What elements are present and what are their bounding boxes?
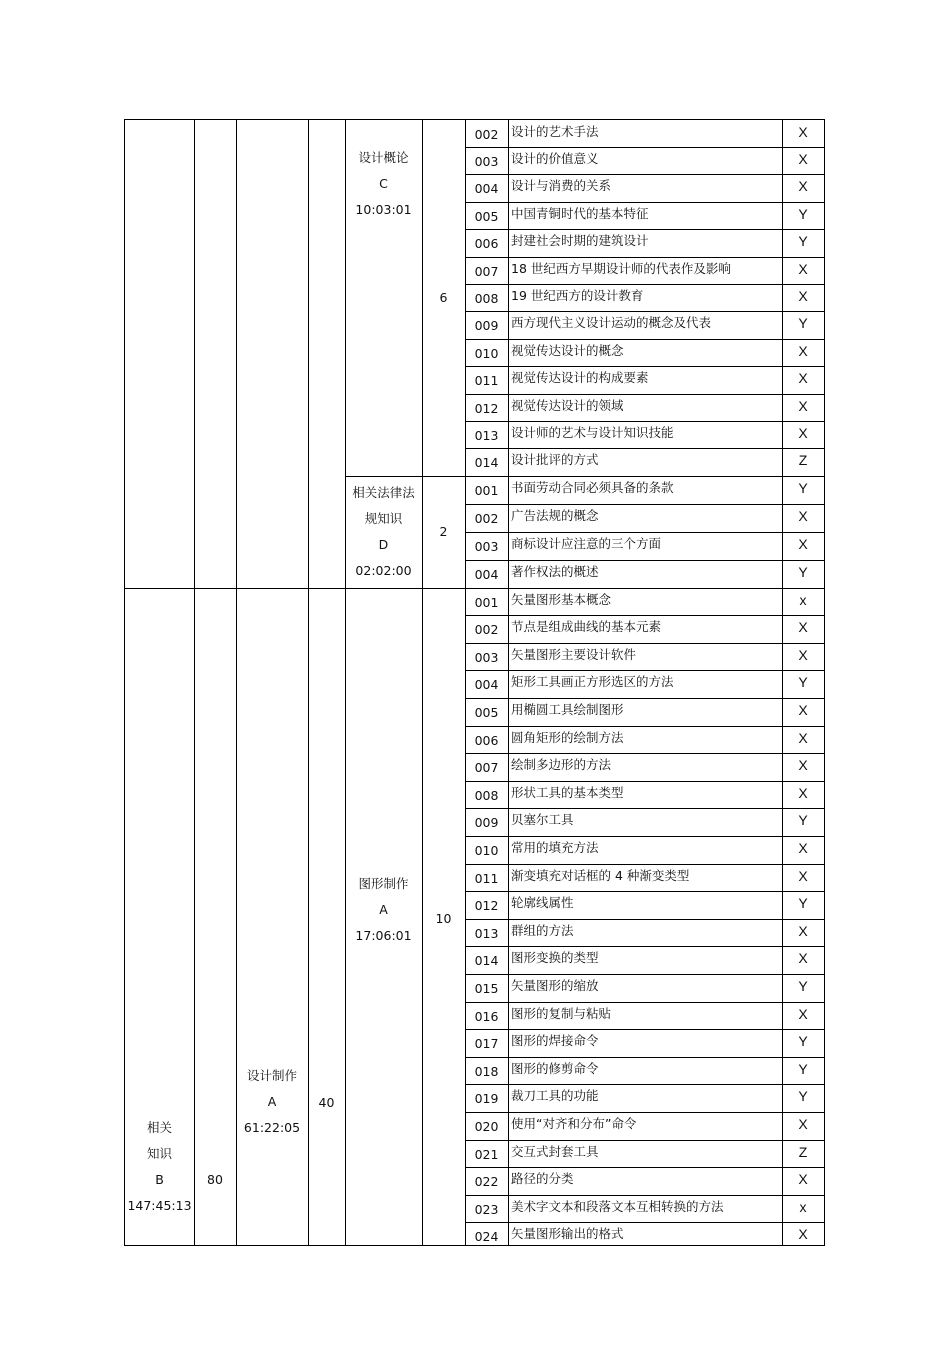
item-mark: X [798,535,808,552]
item-title: 图形的修剪命令 [511,1060,599,1076]
item-mark: X [798,288,808,304]
item-title: 矢量图形的缩放 [511,977,599,993]
item-code: 007 [474,263,499,279]
item-mark: Y [798,480,808,496]
item-code: 023 [474,1201,499,1217]
item-mark: Y [798,563,808,580]
item-code: 001 [474,594,499,610]
item-title: 图形变换的类型 [511,950,599,966]
module-name-line: 设计制作 [246,1067,297,1083]
item-code: 016 [474,1008,499,1024]
item-code: 008 [474,291,499,306]
item-code: 007 [474,760,499,776]
item-code: 013 [474,428,499,443]
unit-name-line: 相关法律法 [352,484,415,500]
category-name-line: 147:45:13 [127,1197,192,1213]
item-title: 矢量图形主要设计软件 [511,646,637,662]
category-name-line: 相关 [146,1119,172,1135]
item-code: 002 [474,510,499,526]
column-rule [308,120,309,1245]
item-mark: Y [798,674,808,691]
item-mark: X [798,1005,808,1022]
item-code: 003 [474,154,499,169]
item-title: 西方现代主义设计运动的概念及代表 [511,315,712,331]
item-mark: x [799,1198,807,1215]
item-code: 006 [474,236,499,252]
unit-hours: 2 [439,523,448,539]
unit-name-line: 规知识 [364,510,403,526]
item-mark: X [798,619,808,636]
item-title: 19 世纪西方的设计教育 [511,288,644,303]
item-title: 路径的分类 [511,1171,574,1187]
unit-name [345,480,422,584]
item-code: 013 [474,925,499,941]
item-code: 004 [474,677,499,693]
unit-name-line: C [379,176,388,191]
unit-hours: 6 [439,290,448,305]
item-mark: Y [798,1060,808,1077]
item-code: 004 [474,566,499,582]
item-code: 022 [474,1174,499,1190]
unit-name-line: 图形制作 [358,875,409,891]
item-code: 014 [474,455,499,471]
item-title: 圆角矩形的绘制方法 [511,729,624,745]
item-title: 裁刀工具的功能 [511,1088,599,1104]
category-hours: 80 [207,1171,223,1187]
item-mark: X [798,151,808,167]
item-title: 轮廓线属性 [511,895,574,911]
item-title: 形状工具的基本类型 [511,784,624,800]
item-code: 008 [474,787,499,803]
item-code: 012 [474,898,499,914]
module-hours: 40 [318,1094,335,1110]
module-name-line: 61:22:05 [243,1119,301,1135]
item-mark: X [798,922,808,939]
item-code: 018 [474,1063,499,1079]
unit-name [345,871,422,949]
item-title: 美术字文本和段落文本互相转换的方法 [511,1198,724,1214]
item-title: 设计师的艺术与设计知识技能 [511,425,674,440]
item-title: 视觉传达设计的领域 [511,397,624,413]
item-mark: X [798,425,808,441]
item-title: 图形的焊接命令 [511,1033,599,1049]
item-title: 设计的艺术手法 [511,124,599,139]
item-mark: X [798,124,808,140]
item-title: 广告法规的概念 [511,507,599,523]
item-title: 视觉传达设计的构成要素 [511,370,649,386]
item-code: 003 [474,649,499,665]
unit-name-line: A [379,901,388,917]
item-title: 书面劳动合同必须具备的条款 [511,480,674,495]
unit-name-line: 10:03:01 [355,202,412,217]
item-mark: Y [798,977,808,994]
item-mark: X [798,729,808,746]
item-code: 010 [474,345,499,361]
item-title: 图形的复制与粘贴 [511,1005,612,1021]
item-mark: X [798,1115,808,1132]
item-title: 使用“对齐和分布”命令 [511,1115,637,1131]
item-mark: X [798,397,808,414]
item-title: 群组的方法 [511,922,574,938]
item-mark: Z [798,1143,808,1160]
outline-table [124,119,825,1246]
item-code: 024 [474,1229,499,1245]
item-title: 18 世纪西方早期设计师的代表作及影响 [511,260,731,276]
item-mark: Y [798,1088,808,1105]
item-mark: X [798,701,808,718]
item-code: 002 [474,622,499,638]
item-mark: x [799,591,807,608]
category-name-line: B [155,1171,164,1187]
unit-name-line: D [378,536,389,552]
module-name-line: A [267,1093,277,1109]
item-code: 005 [474,704,499,720]
item-code: 009 [474,815,499,831]
item-code: 014 [474,953,499,969]
item-mark: X [798,507,808,524]
item-mark: X [798,757,808,774]
module-name [236,1063,308,1141]
column-rule [194,120,195,1245]
item-mark: Y [798,205,808,222]
item-mark: X [798,867,808,884]
item-mark: Y [798,233,808,250]
column-rule [508,120,509,1245]
category-name [125,1115,194,1219]
unit-name-line: 02:02:00 [355,562,412,578]
item-code: 001 [474,483,499,498]
item-mark: X [798,784,808,801]
item-title: 渐变填充对话框的 4 种渐变类型 [511,867,690,883]
item-mark: X [798,646,808,663]
item-code: 006 [474,732,499,748]
item-code: 012 [474,400,499,416]
item-title: 设计与消费的关系 [511,178,612,194]
item-title: 著作权法的概述 [511,563,599,579]
item-title: 矢量图形输出的格式 [511,1226,624,1242]
item-mark: X [798,260,808,277]
item-title: 交互式封套工具 [511,1143,599,1159]
item-title: 绘制多边形的方法 [511,757,612,773]
item-mark: X [798,839,808,856]
item-code: 020 [474,1118,499,1134]
item-title: 节点是组成曲线的基本元素 [511,619,662,635]
item-title: 贝塞尔工具 [511,812,574,828]
item-mark: X [798,950,808,967]
item-mark: Y [798,895,808,912]
item-code: 011 [474,373,499,389]
item-mark: Y [798,315,808,332]
unit-hours: 10 [435,910,452,926]
item-code: 011 [474,870,499,886]
item-code: 009 [474,318,499,334]
item-code: 021 [474,1146,499,1162]
item-title: 中国青铜时代的基本特征 [511,205,649,221]
unit-name-line: 设计概论 [358,150,409,165]
item-code: 019 [474,1091,499,1107]
item-code: 004 [474,181,499,197]
item-title: 设计的价值意义 [511,151,599,166]
item-code: 005 [474,208,499,224]
item-title: 视觉传达设计的概念 [511,342,624,358]
item-title: 设计批评的方式 [511,452,599,468]
column-rule [345,120,346,1245]
item-mark: X [798,178,808,195]
item-code: 015 [474,980,499,996]
unit-name [345,145,422,223]
item-mark: X [798,342,808,359]
item-code: 017 [474,1036,499,1052]
item-title: 矢量图形基本概念 [511,591,612,607]
item-title: 用椭圆工具绘制图形 [511,701,624,717]
item-title: 商标设计应注意的三个方面 [511,535,662,551]
item-mark: X [798,370,808,387]
item-mark: X [798,1226,808,1243]
item-mark: X [798,1171,808,1188]
item-mark: Z [798,452,808,469]
item-title: 常用的填充方法 [511,839,599,855]
item-mark: Y [798,1033,808,1050]
item-mark: Y [798,812,808,829]
category-name-line: 知识 [146,1145,172,1161]
item-code: 010 [474,842,499,858]
item-title: 矩形工具画正方形选区的方法 [511,674,674,690]
item-code: 002 [474,127,499,142]
item-title: 封建社会时期的建筑设计 [511,233,649,249]
unit-name-line: 17:06:01 [355,927,412,943]
item-code: 003 [474,538,499,554]
